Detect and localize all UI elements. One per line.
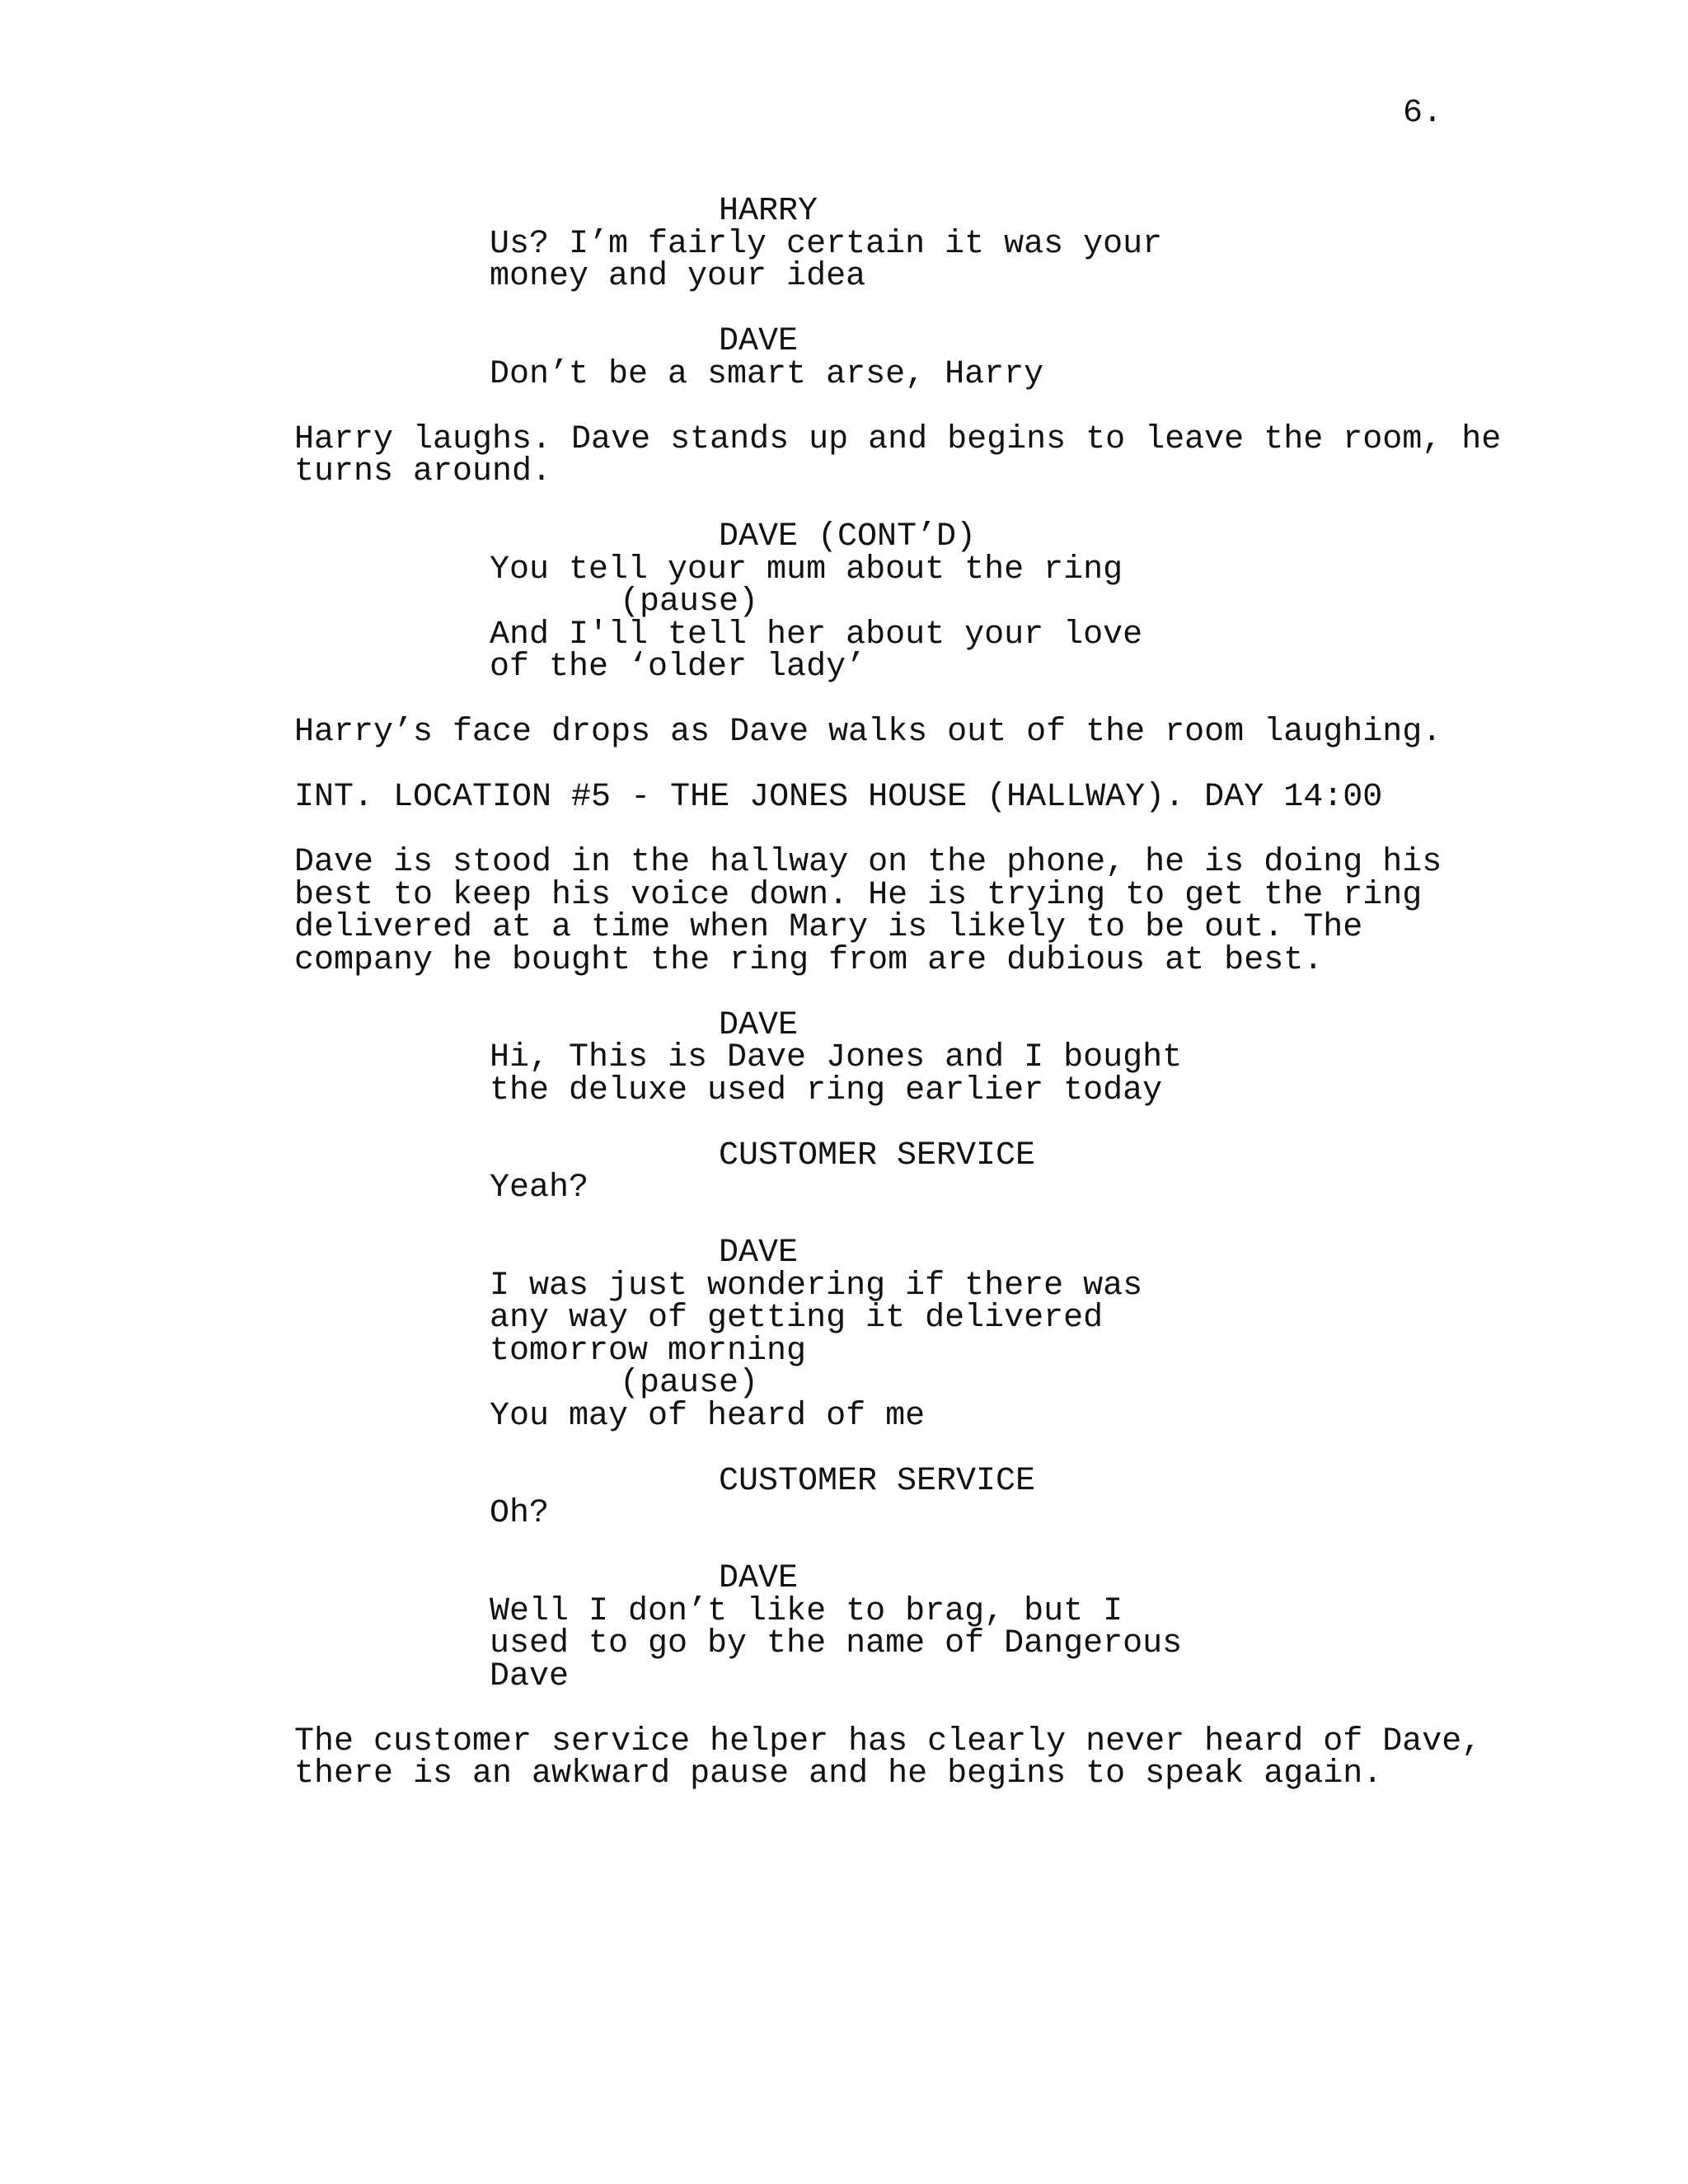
page-number: 6. <box>1403 95 1443 132</box>
character-name: CUSTOMER SERVICE <box>719 1462 1036 1500</box>
character-name: DAVE <box>719 1006 799 1044</box>
dialogue-line: Don’t be a smart arse, Harry <box>490 355 1044 393</box>
dialogue-line: the deluxe used ring earlier today <box>490 1071 1163 1109</box>
screenplay-body <box>0 195 1688 1791</box>
character-name: DAVE <box>719 323 799 360</box>
dialogue-line: Oh? <box>490 1495 550 1532</box>
blank-line <box>0 684 1688 717</box>
blank-line <box>0 1693 1688 1726</box>
dialogue-line: money and your idea <box>490 258 866 295</box>
action-line: Harry laughs. Dave stands up and begins to leave the room, he <box>294 420 1502 458</box>
action-line: turns around. <box>294 453 552 490</box>
action-line: company he bought the ring from are dubious at best. <box>294 941 1324 979</box>
dialogue-line: any way of getting it delivered <box>490 1300 1104 1337</box>
scene-heading: INT. LOCATION #5 - THE JONES HOUSE (HALLWAY). DAY 14:00 <box>294 779 1383 816</box>
dialogue-line: tomorrow morning <box>490 1332 807 1370</box>
blank-line <box>0 1530 1688 1563</box>
blank-line <box>0 489 1688 522</box>
action-line: Dave is stood in the hallway on the phone, he is doing his <box>294 844 1442 881</box>
dialogue-line: And I'll tell her about your love <box>490 616 1143 654</box>
parenthetical: (pause) <box>620 1365 759 1402</box>
character-name: DAVE <box>719 1235 799 1272</box>
character-name: CUSTOMER SERVICE <box>719 1137 1036 1174</box>
action-line: Harry’s face drops as Dave walks out of the room laughing. <box>294 714 1442 751</box>
blank-line <box>0 1432 1688 1465</box>
dialogue-line: of the ‘older lady’ <box>490 649 866 686</box>
dialogue-line: You tell your mum about the ring <box>490 551 1123 588</box>
action-line: The customer service helper has clearly never heard of Dave, <box>294 1722 1482 1760</box>
blank-line <box>0 391 1688 424</box>
blank-line <box>0 1205 1688 1238</box>
character-name: DAVE (CONT’D) <box>719 518 977 555</box>
dialogue-line: Yeah? <box>490 1169 589 1207</box>
dialogue-line: used to go by the name of Dangerous <box>490 1625 1183 1662</box>
action-line: best to keep his voice down. He is trying to get the ring <box>294 876 1423 914</box>
dialogue-line: Hi, This is Dave Jones and I bought <box>490 1039 1183 1076</box>
action-line: there is an awkward pause and he begins to speak again. <box>294 1755 1383 1793</box>
dialogue-line: Dave <box>490 1657 570 1695</box>
dialogue-line: Well I don’t like to brag, but I <box>490 1592 1123 1630</box>
action-line: delivered at a time when Mary is likely to be out. The <box>294 909 1363 946</box>
dialogue-line: Us? I’m fairly certain it was your <box>490 225 1163 263</box>
parenthetical: (pause) <box>620 583 759 621</box>
blank-line <box>0 977 1688 1010</box>
blank-line <box>0 749 1688 782</box>
character-name: HARRY <box>719 193 818 230</box>
blank-line <box>0 814 1688 847</box>
blank-line <box>0 293 1688 326</box>
dialogue-line: I was just wondering if there was <box>490 1267 1143 1305</box>
blank-line <box>0 1107 1688 1140</box>
character-name: DAVE <box>719 1560 799 1597</box>
dialogue-line: You may of heard of me <box>490 1397 926 1435</box>
